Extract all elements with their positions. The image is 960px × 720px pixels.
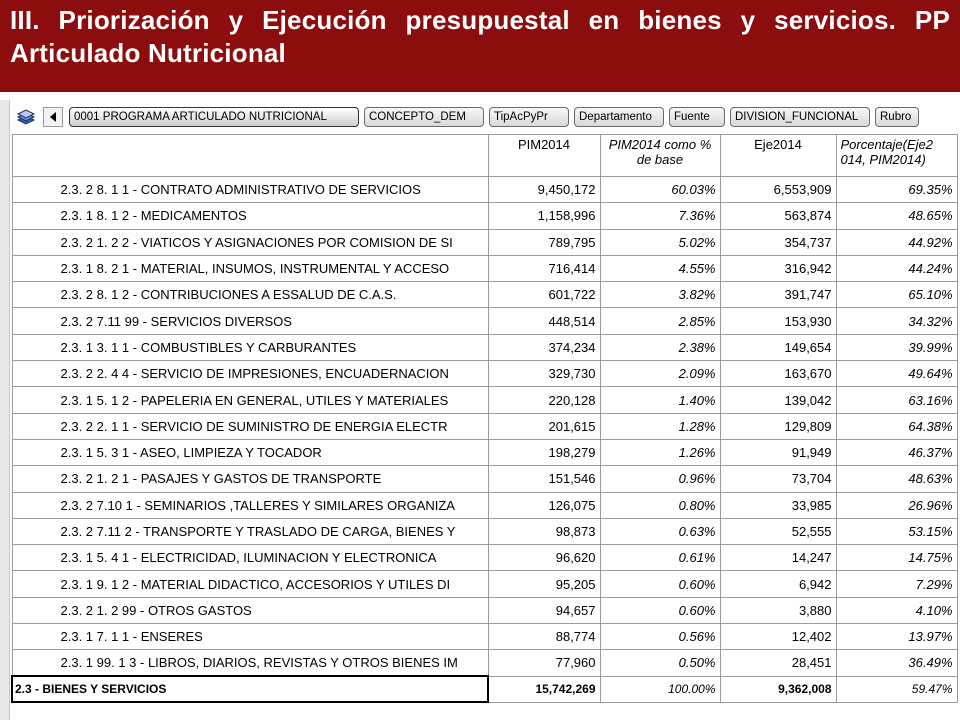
header-pim-percent-base[interactable]: PIM2014 como % de base: [600, 135, 720, 177]
total-row-pim2014: 15,742,269: [488, 676, 600, 702]
table-row[interactable]: [12, 413, 957, 439]
row-eje2014: 14,247: [720, 545, 836, 571]
total-row-eje2014: 9,362,008: [720, 676, 836, 702]
row-description: 2.3. 1 3. 1 1 - COMBUSTIBLES Y CARBURANTES: [12, 334, 488, 360]
row-pim2014: 716,414: [488, 255, 600, 281]
table-row[interactable]: [12, 387, 957, 413]
row-pim-percent: 60.03%: [600, 177, 720, 203]
table-row[interactable]: [12, 282, 957, 308]
row-eje2014: 52,555: [720, 518, 836, 544]
header-percent-execution[interactable]: Porcentaje(Eje2 014, PIM2014): [836, 135, 957, 177]
row-eje2014: 28,451: [720, 650, 836, 676]
row-pim-percent: 0.50%: [600, 650, 720, 676]
table-row[interactable]: [12, 545, 957, 571]
header-row: [12, 135, 957, 177]
row-pim-percent: 0.96%: [600, 466, 720, 492]
row-description: 2.3. 2 1. 2 99 - OTROS GASTOS: [12, 597, 488, 623]
row-description: 2.3. 1 7. 1 1 - ENSERES: [12, 624, 488, 650]
row-description: 2.3. 2 8. 1 2 - CONTRIBUCIONES A ESSALUD DE C.A.S.: [12, 282, 488, 308]
table-row[interactable]: [12, 229, 957, 255]
total-row-pim-percent: 100.00%: [600, 676, 720, 702]
row-pim2014: 448,514: [488, 308, 600, 334]
row-description: 2.3. 2 2. 4 4 - SERVICIO DE IMPRESIONES, ENCUADERNACION: [12, 361, 488, 387]
row-exec-percent: 44.92%: [836, 229, 957, 255]
row-pim-percent: 0.60%: [600, 571, 720, 597]
table-row[interactable]: [12, 439, 957, 465]
row-description: 2.3. 2 1. 2 1 - PASAJES Y GASTOS DE TRANSPORTE: [12, 466, 488, 492]
row-exec-percent: 44.24%: [836, 255, 957, 281]
row-exec-percent: 34.32%: [836, 308, 957, 334]
row-pim-percent: 0.60%: [600, 597, 720, 623]
row-eje2014: 6,942: [720, 571, 836, 597]
row-description: 2.3. 1 5. 3 1 - ASEO, LIMPIEZA Y TOCADOR: [12, 439, 488, 465]
table-row[interactable]: [12, 650, 957, 676]
row-pim-percent: 5.02%: [600, 229, 720, 255]
row-exec-percent: 36.49%: [836, 650, 957, 676]
scroll-left-button[interactable]: [43, 107, 63, 127]
table-row[interactable]: [12, 255, 957, 281]
row-eje2014: 316,942: [720, 255, 836, 281]
row-pim2014: 88,774: [488, 624, 600, 650]
row-pim-percent: 0.80%: [600, 492, 720, 518]
dimension-tab[interactable]: TipAcPyPr: [489, 107, 569, 127]
table-row[interactable]: [12, 308, 957, 334]
layers-icon[interactable]: [15, 107, 37, 127]
dimension-tabs: [69, 107, 924, 127]
header-eje2014[interactable]: Eje2014: [720, 135, 836, 177]
row-pim-percent: 0.63%: [600, 518, 720, 544]
row-exec-percent: 69.35%: [836, 177, 957, 203]
row-exec-percent: 63.16%: [836, 387, 957, 413]
row-eje2014: 12,402: [720, 624, 836, 650]
row-pim2014: 95,205: [488, 571, 600, 597]
row-pim-percent: 0.56%: [600, 624, 720, 650]
row-description: 2.3. 2 7.11 99 - SERVICIOS DIVERSOS: [12, 308, 488, 334]
row-pim-percent: 0.61%: [600, 545, 720, 571]
table-row[interactable]: [12, 466, 957, 492]
row-eje2014: 6,553,909: [720, 177, 836, 203]
row-exec-percent: 39.99%: [836, 334, 957, 360]
olap-viewer: [0, 100, 960, 720]
row-eje2014: 163,670: [720, 361, 836, 387]
row-pim2014: 601,722: [488, 282, 600, 308]
row-description: 2.3. 2 1. 2 2 - VIATICOS Y ASIGNACIONES POR COMISION DE SI: [12, 229, 488, 255]
row-exec-percent: 53.15%: [836, 518, 957, 544]
row-pim2014: 126,075: [488, 492, 600, 518]
table-row[interactable]: [12, 361, 957, 387]
row-eje2014: 153,930: [720, 308, 836, 334]
header-cell-empty: [12, 135, 488, 177]
row-description: 2.3. 1 99. 1 3 - LIBROS, DIARIOS, REVISTAS Y OTROS BIENES IM: [12, 650, 488, 676]
table-row[interactable]: [12, 571, 957, 597]
header-pim2014[interactable]: PIM2014: [488, 135, 600, 177]
row-exec-percent: 14.75%: [836, 545, 957, 571]
row-pim2014: 98,873: [488, 518, 600, 544]
row-pim2014: 96,620: [488, 545, 600, 571]
row-pim-percent: 1.26%: [600, 439, 720, 465]
row-pim2014: 329,730: [488, 361, 600, 387]
row-description: 2.3. 1 8. 1 2 - MEDICAMENTOS: [12, 203, 488, 229]
table-row[interactable]: [12, 518, 957, 544]
row-exec-percent: 46.37%: [836, 439, 957, 465]
row-pim-percent: 2.09%: [600, 361, 720, 387]
dimension-tab[interactable]: CONCEPTO_DEM: [364, 107, 484, 127]
row-pim2014: 198,279: [488, 439, 600, 465]
row-description: 2.3. 2 8. 1 1 - CONTRATO ADMINISTRATIVO DE SERVICIOS: [12, 177, 488, 203]
row-pim-percent: 1.40%: [600, 387, 720, 413]
pivot-table: [11, 134, 958, 703]
table-row[interactable]: [12, 177, 957, 203]
row-exec-percent: 65.10%: [836, 282, 957, 308]
row-eje2014: 391,747: [720, 282, 836, 308]
row-description: 2.3. 2 2. 1 1 - SERVICIO DE SUMINISTRO DE ENERGIA ELECTR: [12, 413, 488, 439]
table-row[interactable]: [12, 334, 957, 360]
row-eje2014: 129,809: [720, 413, 836, 439]
slide-title: III. Priorización y Ejecución presupuestal en bienes y servicios. PP Articulado Nutricional: [10, 5, 950, 68]
row-eje2014: 33,985: [720, 492, 836, 518]
total-row-exec-percent: 59.47%: [836, 676, 957, 702]
table-body: [12, 177, 957, 703]
dimension-toolbar: [9, 104, 960, 130]
row-eje2014: 3,880: [720, 597, 836, 623]
row-pim2014: 789,795: [488, 229, 600, 255]
row-exec-percent: 13.97%: [836, 624, 957, 650]
dimension-tab[interactable]: 0001 PROGRAMA ARTICULADO NUTRICIONAL: [69, 107, 359, 127]
row-exec-percent: 64.38%: [836, 413, 957, 439]
row-eje2014: 73,704: [720, 466, 836, 492]
row-pim-percent: 2.38%: [600, 334, 720, 360]
dimension-tab[interactable]: Rubro: [875, 107, 919, 127]
row-exec-percent: 26.96%: [836, 492, 957, 518]
row-exec-percent: 48.63%: [836, 466, 957, 492]
row-pim-percent: 3.82%: [600, 282, 720, 308]
row-description: 2.3. 2 7.10 1 - SEMINARIOS ,TALLERES Y SIMILARES ORGANIZA: [12, 492, 488, 518]
row-description: 2.3. 1 5. 1 2 - PAPELERIA EN GENERAL, UTILES Y MATERIALES: [12, 387, 488, 413]
row-pim2014: 1,158,996: [488, 203, 600, 229]
row-pim2014: 374,234: [488, 334, 600, 360]
dimension-tab[interactable]: Departamento: [574, 107, 664, 127]
row-exec-percent: 4.10%: [836, 597, 957, 623]
dimension-tab[interactable]: Fuente: [669, 107, 725, 127]
row-eje2014: 149,654: [720, 334, 836, 360]
row-description: 2.3. 1 8. 2 1 - MATERIAL, INSUMOS, INSTRUMENTAL Y ACCESO: [12, 255, 488, 281]
row-description: 2.3. 2 7.11 2 - TRANSPORTE Y TRASLADO DE CARGA, BIENES Y: [12, 518, 488, 544]
table-row[interactable]: [12, 203, 957, 229]
row-pim2014: 201,615: [488, 413, 600, 439]
row-pim2014: 94,657: [488, 597, 600, 623]
row-pim2014: 220,128: [488, 387, 600, 413]
total-row[interactable]: [12, 676, 957, 702]
row-eje2014: 354,737: [720, 229, 836, 255]
table-row[interactable]: [12, 624, 957, 650]
row-pim2014: 151,546: [488, 466, 600, 492]
left-gutter: [0, 100, 10, 720]
row-pim2014: 77,960: [488, 650, 600, 676]
row-description: 2.3. 1 5. 4 1 - ELECTRICIDAD, ILUMINACION Y ELECTRONICA: [12, 545, 488, 571]
row-exec-percent: 48.65%: [836, 203, 957, 229]
total-row-description: 2.3 - BIENES Y SERVICIOS: [12, 676, 488, 702]
table-row[interactable]: [12, 597, 957, 623]
row-eje2014: 91,949: [720, 439, 836, 465]
row-pim2014: 9,450,172: [488, 177, 600, 203]
row-pim-percent: 2.85%: [600, 308, 720, 334]
row-exec-percent: 49.64%: [836, 361, 957, 387]
row-exec-percent: 7.29%: [836, 571, 957, 597]
row-pim-percent: 7.36%: [600, 203, 720, 229]
title-banner: [0, 0, 960, 92]
row-eje2014: 563,874: [720, 203, 836, 229]
table-row[interactable]: [12, 492, 957, 518]
row-pim-percent: 1.28%: [600, 413, 720, 439]
row-pim-percent: 4.55%: [600, 255, 720, 281]
triangle-left-icon: [48, 111, 58, 123]
row-description: 2.3. 1 9. 1 2 - MATERIAL DIDACTICO, ACCESORIOS Y UTILES DI: [12, 571, 488, 597]
dimension-tab[interactable]: DIVISION_FUNCIONAL: [730, 107, 870, 127]
row-eje2014: 139,042: [720, 387, 836, 413]
